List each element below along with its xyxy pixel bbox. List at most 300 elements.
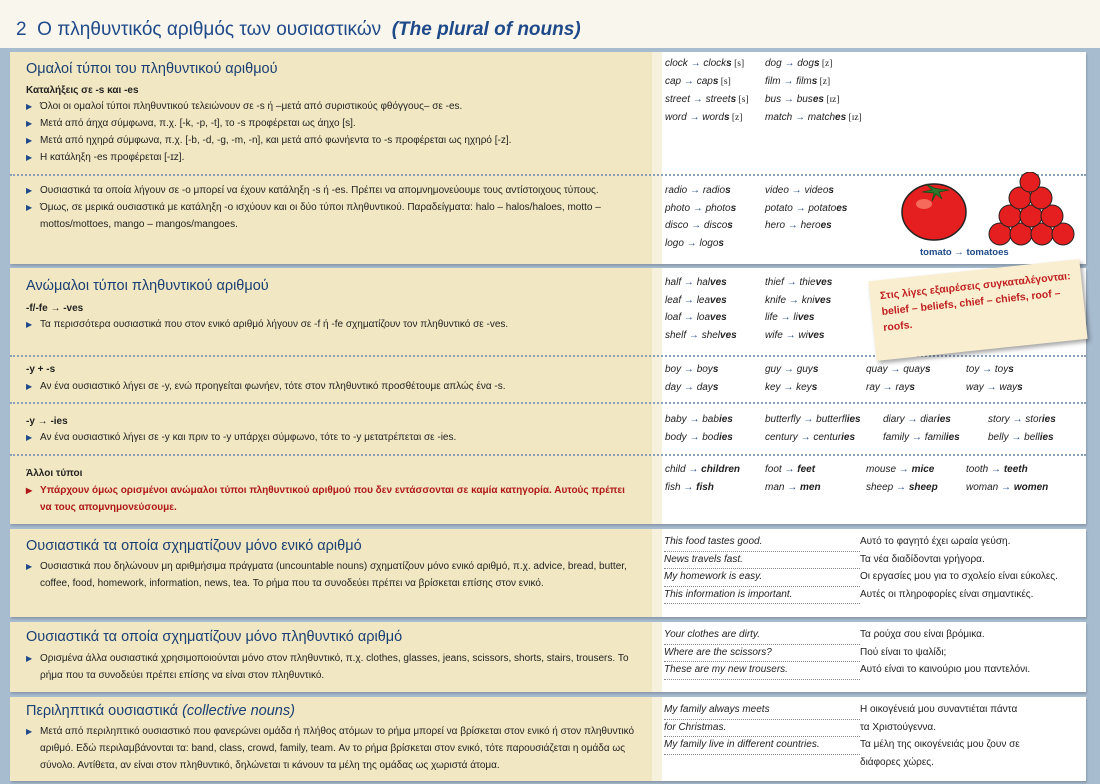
- singular-form: tooth: [966, 464, 989, 475]
- plural-ending: men: [800, 481, 821, 493]
- singular-form: shelf: [665, 329, 687, 341]
- example-pair: [765, 364, 818, 375]
- greek-translation: διάφορες χώρες.: [860, 756, 934, 768]
- example-pair: [765, 464, 815, 475]
- bullet-arrow-icon: ▶: [26, 382, 33, 391]
- singular-form: diary: [883, 414, 905, 425]
- arrow-icon: →: [800, 414, 817, 425]
- example-pair: [866, 382, 915, 393]
- example-pair: [665, 76, 731, 87]
- pronunciation: [z]: [817, 77, 831, 87]
- plural-ending: sheep: [908, 481, 938, 493]
- page-title: [16, 19, 581, 41]
- tomato-illustration: [900, 172, 1080, 252]
- plural-stem: potato: [808, 202, 837, 214]
- plural-stem: clock: [703, 58, 727, 69]
- arrow-icon: →: [783, 277, 800, 288]
- greek-translation: Αυτό είναι το καινούριο μου παντελόνι.: [860, 664, 1031, 675]
- plural-ending: s: [723, 112, 730, 123]
- arrow-icon: →: [781, 94, 797, 105]
- english-sentence: My family always meets: [664, 701, 860, 720]
- bullet-text: Η κατάληξη -es προφέρεται [-ɪz].: [40, 152, 185, 163]
- sentence-row: [664, 701, 1017, 720]
- singular-form: century: [765, 431, 798, 443]
- bullet-arrow-icon: ▶: [26, 562, 33, 571]
- greek-translation: Τα ρούχα σου είναι βρόμικα.: [860, 629, 985, 640]
- arrow-icon: →: [788, 185, 805, 196]
- plural-ending: ies: [718, 414, 733, 425]
- bullet-arrow-icon: ▶: [26, 727, 33, 736]
- plural-ending: es: [812, 94, 824, 105]
- plural-ending: s: [725, 185, 731, 196]
- arrow-icon: →: [781, 364, 797, 375]
- singular-form: potato: [765, 202, 793, 214]
- arrow-icon: →: [786, 294, 802, 306]
- tomato-pile-icon: [989, 172, 1074, 245]
- singular-form: photo: [665, 202, 691, 214]
- singular-form: life: [765, 312, 778, 323]
- singular-form: radio: [665, 185, 688, 196]
- arrow-icon: →: [777, 312, 794, 323]
- example-pair: [665, 220, 733, 231]
- arrow-icon: →: [686, 414, 703, 425]
- example-pair: [665, 482, 714, 493]
- singular-form: baby: [665, 414, 687, 425]
- bullet-text: Όλοι οι ομαλοί τύποι πληθυντικού τελειώνουν σε -s ή –μετά από συριστικούς φθόγγους– σε -es.: [40, 101, 463, 112]
- example-pair: [883, 432, 960, 443]
- arrow-icon: →: [909, 431, 925, 443]
- singular-form: disco: [665, 220, 689, 231]
- plural-stem: lea: [696, 294, 711, 306]
- arrow-icon: →: [686, 112, 703, 123]
- plural-ending: feet: [797, 464, 816, 475]
- arrow-icon: →: [792, 202, 809, 214]
- bullet-item: [26, 199, 626, 233]
- example-pair: [665, 203, 736, 214]
- singular-form: leaf: [665, 294, 682, 306]
- singular-form: street: [665, 94, 691, 105]
- plural-ending: mice: [911, 464, 935, 475]
- plural-stem: kni: [801, 294, 815, 306]
- arrow-icon: →: [688, 220, 704, 231]
- example-pair: [765, 330, 825, 341]
- arrow-icon: →: [988, 464, 1004, 475]
- plural-stem: centur: [813, 431, 842, 443]
- example-pair: [866, 464, 934, 475]
- singular-form: clock: [665, 58, 688, 69]
- plural-ending: s: [813, 58, 820, 69]
- arrow-icon: →: [784, 481, 801, 493]
- example-pair: [966, 364, 1014, 375]
- page-header: [0, 0, 1100, 48]
- example-pair: [765, 482, 821, 493]
- example-pair: [988, 414, 1056, 425]
- example-pair: [765, 382, 817, 393]
- plural-stem: bab: [702, 414, 719, 425]
- plural-ending: ies: [936, 414, 951, 425]
- pronunciation: [ɪz]: [823, 95, 840, 105]
- sentence-row: [664, 551, 985, 570]
- subheading: -y + -s: [26, 364, 56, 375]
- plural-stem: famil: [924, 431, 946, 443]
- plural-stem: word: [702, 112, 724, 123]
- plural-ending: ves: [797, 312, 815, 323]
- singular-form: dog: [765, 58, 782, 69]
- arrow-icon: →: [780, 76, 797, 87]
- plural-stem: hal: [696, 277, 711, 288]
- plural-stem: disco: [703, 220, 728, 231]
- plural-ending: s: [828, 185, 834, 196]
- singular-form: way: [966, 381, 984, 393]
- plural-ending: s: [909, 381, 915, 393]
- greek-translation: Πού είναι το ψαλίδι;: [860, 646, 947, 658]
- example-pair: [988, 432, 1054, 443]
- plural-stem: key: [796, 381, 812, 393]
- example-pair: [765, 185, 834, 196]
- plural-stem: bus: [796, 94, 813, 105]
- example-pair: [765, 203, 847, 214]
- plural-ending: ves: [710, 312, 727, 323]
- bullet-arrow-icon: ▶: [26, 320, 33, 329]
- chapter-number: 2: [16, 19, 27, 40]
- english-sentence: Where are the scissors?: [664, 644, 860, 663]
- example-pair: [765, 220, 832, 231]
- example-pair: [665, 364, 718, 375]
- sentence-row: [664, 626, 985, 645]
- sentence-row: [664, 661, 1030, 680]
- plural-stem: butterfl: [816, 414, 847, 425]
- arrow-icon: →: [685, 464, 702, 475]
- arrow-icon: →: [792, 112, 808, 123]
- bullet-text: Ουσιαστικά που δηλώνουν μη αριθμήσιμα πράγματα (uncountable nouns) σχηματίζουν μόνο ενικό αριθμό, π.χ. advice, bread, butter, coffee, food, homework, information, news, tea. Το ρήμα που τα συνοδεύει πρέπει να βρίσκεται επίσης στον ενικό.: [40, 561, 627, 589]
- singular-form: woman: [966, 481, 999, 493]
- bullet-text: Τα περισσότερα ουσιαστικά που στον ενικό αριθμό λήγουν σε -f ή -fe σχηματίζουν τον πληθυντικό σε -ves.: [40, 319, 509, 330]
- plural-stem: radio: [702, 185, 726, 196]
- english-sentence: for Christmas.: [664, 719, 860, 738]
- arrow-icon: →: [683, 237, 700, 249]
- arrow-icon: →: [782, 329, 799, 341]
- pronunciation: [z]: [819, 59, 833, 69]
- section-title: Ουσιαστικά τα οποία σχηματίζουν μόνο ενικό αριθμό: [26, 538, 362, 554]
- arrow-icon: →: [998, 481, 1014, 493]
- example-pair: [765, 58, 832, 69]
- plural-stem: boy: [696, 364, 713, 375]
- sentence-row: [664, 568, 1058, 587]
- singular-form: sheep: [866, 481, 894, 493]
- plural-ending: children: [701, 464, 741, 475]
- plural-ending: s: [712, 381, 719, 393]
- greek-translation: Τα νέα διαδίδονται γρήγορα.: [860, 553, 985, 565]
- plural-ending: ves: [807, 329, 825, 341]
- bullet-text: Ορισμένα άλλα ουσιαστικά χρησιμοποιούνται μόνο στον πληθυντικό, π.χ. clothes, glasses, jeans, scissors, shorts, stairs, trousers. Το ρήμα που τα συνοδεύει πρέπει επίσης να είναι στον πληθυντικό.: [40, 653, 629, 681]
- bullet-arrow-icon: ▶: [26, 136, 33, 145]
- bullet-item: [26, 98, 646, 115]
- plural-ending: ves: [814, 294, 832, 306]
- sentence-row: [664, 736, 1020, 755]
- example-pair: [665, 464, 740, 475]
- plural-ending: s: [727, 220, 733, 231]
- bullet-item: [26, 115, 646, 132]
- singular-form: cap: [665, 76, 682, 87]
- bullet-text: Υπάρχουν όμως ορισμένοι ανώμαλοι τύποι πληθυντικού αριθμού που δεν εντάσσονται σε καμία κατηγορία. Αυτούς πρέπει να τους απομνημονεύσουμε.: [40, 485, 625, 513]
- arrow-icon: →: [893, 481, 909, 493]
- plural-ending: s: [924, 364, 931, 375]
- arrow-icon: →: [785, 220, 801, 231]
- example-pair: [765, 277, 832, 288]
- subheading: -y → -ies: [26, 416, 68, 427]
- bullet-arrow-icon: ▶: [26, 203, 33, 212]
- example-pair: [665, 277, 727, 288]
- pronunciation: [s]: [731, 59, 745, 69]
- sentence-row: [664, 586, 1033, 605]
- arrow-icon: →: [1008, 431, 1025, 443]
- plural-ending: s: [1017, 381, 1023, 393]
- pronunciation: [z]: [729, 113, 743, 123]
- singular-form: child: [665, 464, 686, 475]
- bullet-text: Μετά από περιληπτικό ουσιαστικό που φανερώνει ομάδα ή πλήθος ατόμων το ρήμα μπορεί να βρίσκεται στον ενικό ή στον πληθυντικό αριθμό. Εδώ περιλαμβάνονται τα: band, class, crowd, family, team. Αν το ρήμα βρίσκεται στον ενικό, τότε παρουσιάζεται η ομάδα ως σύνολο. Αντίθετα, αν είναι στον πληθυντικό, δηλώνεται τι κάνουν τα μέλη της ομάδας ως χωριστά άτομα.: [40, 726, 635, 771]
- bullet-text: Όμως, σε μερικά ουσιαστικά με κατάληξη -o ισχύουν και οι δύο τύποι πληθυντικού. Παραδείγματα: halo – halos/haloes, motto – mottos/mottoes, mango – mangos/mangoes.: [40, 202, 601, 230]
- section-regular: [10, 52, 1086, 264]
- english-sentence: News travels fast.: [664, 551, 860, 570]
- plural-ending: s: [712, 76, 719, 87]
- arrow-icon: →: [680, 481, 697, 493]
- arrow-icon: →: [687, 185, 703, 196]
- plural-stem: way: [999, 381, 1018, 393]
- greek-translation: τα Χριστούγεννα.: [860, 721, 936, 733]
- arrow-icon: →: [781, 58, 798, 69]
- example-pair: [883, 414, 951, 425]
- greek-translation: Αυτές οι πληροφορίες είναι σημαντικές.: [860, 588, 1034, 600]
- singular-form: toy: [966, 364, 980, 375]
- plural-ending: ves: [815, 277, 833, 288]
- bullet-item: [26, 558, 646, 592]
- english-sentence: This information is important.: [664, 586, 860, 605]
- example-pair: [765, 94, 840, 105]
- english-sentence: My family live in different countries.: [664, 736, 860, 755]
- example-pair: [665, 330, 737, 341]
- english-sentence: This food tastes good.: [664, 533, 860, 552]
- plural-ending: es: [835, 112, 847, 123]
- singular-form: butterfly: [765, 414, 801, 425]
- plural-ending: ves: [710, 277, 727, 288]
- plural-stem: bell: [1024, 431, 1040, 443]
- sentence-row: [664, 533, 1010, 552]
- english-sentence: Your clothes are dirty.: [664, 626, 860, 645]
- bullet-text: Αν ένα ουσιαστικό λήγει σε -y και πριν το -y υπάρχει σύμφωνο, τότε το -y μετατρέπεται σε -ies.: [40, 432, 457, 443]
- singular-form: thief: [765, 277, 784, 288]
- plural-stem: quay: [903, 364, 925, 375]
- bullet-item: [26, 429, 646, 446]
- section-title: Ανώμαλοι τύποι πληθυντικού αριθμού: [26, 278, 269, 294]
- example-pair: [665, 312, 727, 323]
- arrow-icon: →: [1009, 414, 1026, 425]
- title-english: (collective nouns): [182, 703, 295, 719]
- arrow-icon: →: [681, 294, 697, 306]
- pronunciation: [s]: [736, 95, 749, 105]
- bullet-text: Ουσιαστικά τα οποία λήγουν σε -o μπορεί να έχουν κατάληξη -s ή -es. Πρέπει να απομνημονεύουμε τους αντίστοιχους τύπους.: [40, 185, 599, 196]
- singular-form: video: [765, 185, 789, 196]
- plural-ending: s: [812, 364, 819, 375]
- singular-form: foot: [765, 464, 782, 475]
- plural-ending: s: [730, 202, 737, 214]
- arrow-icon: →: [781, 464, 798, 475]
- singular-form: boy: [665, 364, 682, 375]
- plural-ending: s: [811, 76, 818, 87]
- subheading: -f/-fe → -ves: [26, 303, 84, 314]
- plural-stem: match: [807, 112, 836, 123]
- arrow-icon: →: [681, 364, 697, 375]
- plural-stem: shel: [701, 329, 721, 341]
- bullet-arrow-icon: ▶: [26, 486, 33, 495]
- plural-stem: day: [696, 381, 713, 393]
- pronunciation: [s]: [718, 77, 731, 87]
- example-pair: [866, 482, 938, 493]
- greek-translation: Η οικογένειά μου συναντιέται πάντα: [860, 704, 1018, 715]
- section-title: [26, 703, 295, 719]
- plural-stem: film: [796, 76, 812, 87]
- plural-ending: es: [820, 220, 832, 231]
- bullet-item: [26, 149, 646, 166]
- arrow-icon: →: [681, 277, 697, 288]
- plural-ending: ies: [718, 431, 733, 443]
- plural-ending: es: [836, 202, 848, 214]
- plural-stem: loa: [696, 312, 711, 323]
- singular-form: fish: [665, 481, 681, 493]
- plural-stem: bod: [702, 431, 719, 443]
- example-pair: [665, 58, 744, 69]
- plural-ending: ies: [945, 431, 960, 443]
- plural-ending: s: [718, 237, 724, 249]
- example-pair: [665, 94, 749, 105]
- bullet-item: [26, 182, 626, 199]
- plural-stem: hero: [800, 220, 821, 231]
- bullet-arrow-icon: ▶: [26, 153, 33, 162]
- greek-translation: Αυτό το φαγητό έχει ωραία γεύση.: [860, 536, 1011, 547]
- bullet-item: [26, 378, 646, 395]
- plural-stem: wi: [798, 329, 808, 341]
- bullet-arrow-icon: ▶: [26, 102, 33, 111]
- plural-ending: s: [726, 58, 732, 69]
- arrow-icon: →: [896, 464, 912, 475]
- singular-form: wife: [765, 329, 783, 341]
- bullet-arrow-icon: ▶: [26, 186, 33, 195]
- singular-form: logo: [665, 237, 684, 249]
- arrow-icon: →: [686, 329, 702, 341]
- single-tomato-icon: [902, 184, 966, 240]
- arrow-icon: →: [686, 431, 703, 443]
- arrow-icon: →: [797, 431, 814, 443]
- plural-stem: li: [793, 312, 798, 323]
- plural-stem: guy: [796, 364, 813, 375]
- example-pair: [665, 295, 727, 306]
- example-pair: [765, 295, 831, 306]
- singular-form: mouse: [866, 464, 897, 475]
- plural-stem: thie: [799, 277, 816, 288]
- singular-form: half: [665, 277, 682, 288]
- example-pair: [665, 185, 731, 196]
- bullet-arrow-icon: ▶: [26, 654, 33, 663]
- example-pair: [966, 464, 1028, 475]
- english-sentence: These are my new trousers.: [664, 661, 860, 680]
- plural-ending: fish: [696, 481, 714, 493]
- singular-form: guy: [765, 364, 782, 375]
- example-pair: [765, 432, 855, 443]
- plural-ending: s: [811, 381, 818, 393]
- bullet-item: [26, 482, 626, 516]
- plural-ending: ies: [1041, 414, 1056, 425]
- arrow-icon: →: [780, 381, 797, 393]
- singular-form: knife: [765, 294, 787, 306]
- plural-stem: diar: [920, 414, 937, 425]
- bullet-item: [26, 723, 646, 774]
- plural-stem: toy: [994, 364, 1009, 375]
- sentence-row: [664, 754, 934, 772]
- arrow-icon: →: [690, 202, 706, 214]
- plural-ending: women: [1013, 481, 1049, 493]
- bullet-item: [26, 316, 646, 333]
- bullet-item: [26, 650, 646, 684]
- singular-form: day: [665, 381, 682, 393]
- plural-stem: logo: [699, 237, 719, 249]
- sentence-row: [664, 719, 936, 738]
- example-pair: [665, 382, 718, 393]
- plural-ending: ies: [841, 431, 856, 443]
- plural-ending: s: [1008, 364, 1014, 375]
- example-pair: [866, 364, 931, 375]
- pronunciation: [ɪz]: [846, 113, 862, 123]
- singular-form: belly: [988, 431, 1009, 443]
- arrow-icon: →: [681, 76, 697, 87]
- greek-translation: Τα μέλη της οικογένειάς μου ζουν σε: [860, 739, 1020, 750]
- arrow-icon: →: [904, 414, 921, 425]
- example-pair: [665, 238, 724, 249]
- plural-ending: s: [730, 94, 737, 105]
- title-english: (The plural of nouns): [391, 19, 581, 40]
- example-pair: [765, 414, 861, 425]
- bullet-arrow-icon: ▶: [26, 119, 33, 128]
- singular-form: body: [665, 431, 687, 443]
- singular-form: man: [765, 481, 785, 493]
- plural-stem: stor: [1025, 414, 1042, 425]
- arrow-icon: →: [690, 94, 706, 105]
- singular-form: film: [765, 76, 781, 87]
- arrow-icon: →: [979, 364, 995, 375]
- singular-form: quay: [866, 364, 888, 375]
- example-pair: [765, 312, 815, 323]
- subheading: Καταλήξεις σε -s και -es: [26, 85, 139, 96]
- singular-form: key: [765, 381, 781, 393]
- plural-ending: ies: [1039, 431, 1054, 443]
- plural-stem: cap: [696, 76, 713, 87]
- title-greek: Περιληπτικά ουσιαστικά: [26, 703, 179, 719]
- singular-form: story: [988, 414, 1010, 425]
- bullet-text: Μετά από άηχα σύμφωνα, π.χ. [-k, -p, -t], το -s προφέρεται ως άηχο [s].: [40, 118, 356, 129]
- plural-stem: photo: [705, 202, 731, 214]
- plural-ending: s: [712, 364, 719, 375]
- plural-ending: teeth: [1003, 464, 1028, 475]
- singular-form: hero: [765, 220, 786, 231]
- title-greek: Ο πληθυντικός αριθμός των ουσιαστικών: [37, 19, 382, 40]
- example-pair: [765, 76, 830, 87]
- arrow-icon: →: [879, 381, 896, 393]
- exceptions-note: Στις λίγες εξαιρέσεις συγκαταλέγονται: belief – beliefs, chief – chiefs, roof – roofs.: [868, 259, 1087, 361]
- subheading: Άλλοι τύποι: [26, 468, 83, 479]
- example-pair: [665, 112, 742, 123]
- example-pair: [966, 482, 1048, 493]
- plural-stem: street: [705, 94, 731, 105]
- bullet-text: Μετά από ηχηρά σύμφωνα, π.χ. [-b, -d, -g, -m, -n], και μετά από φωνήεντα το -s προφέρεται ως ηχηρό [-z].: [40, 135, 512, 146]
- arrow-icon: →: [681, 381, 697, 393]
